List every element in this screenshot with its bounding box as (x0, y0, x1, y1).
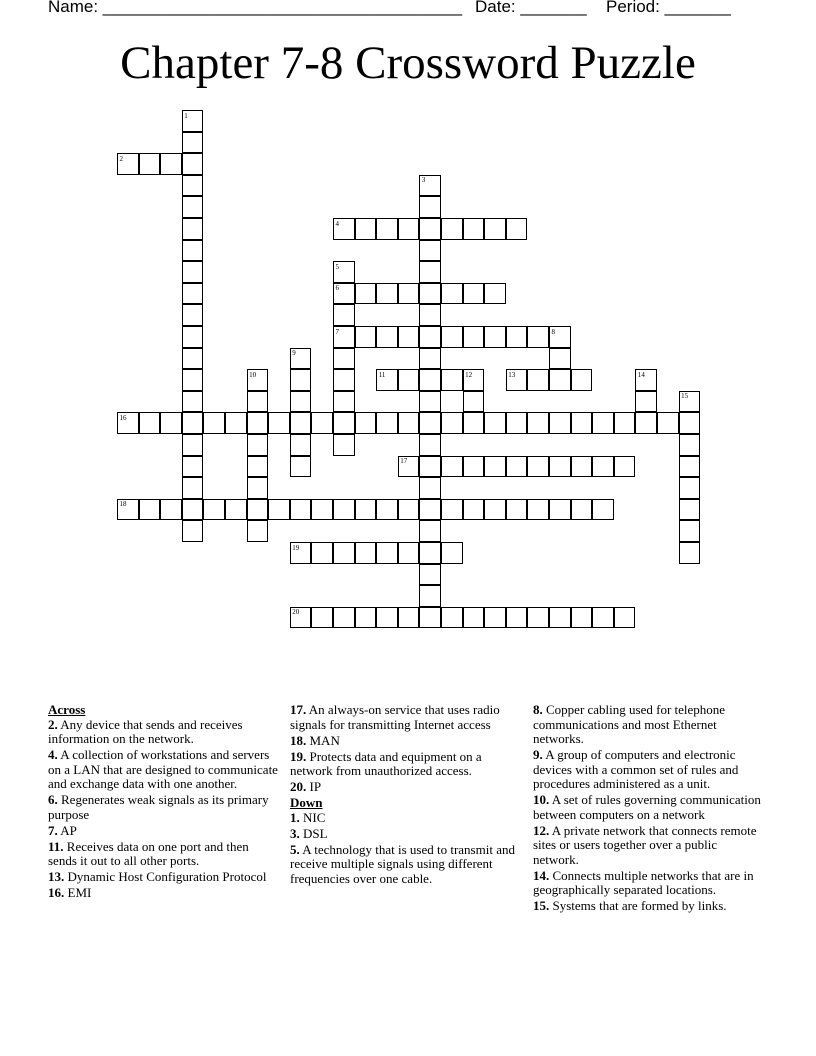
grid-cell-r18-c18[interactable] (506, 499, 528, 521)
clue-number-label: 7 (335, 327, 339, 336)
grid-cell-r18-c6[interactable] (247, 499, 269, 521)
clue-across-4: 4. A collection of workstations and servers on a LAN that are designed to communicate and exchange data with one another. (48, 747, 278, 791)
grid-cell-r20-c26[interactable] (679, 542, 701, 564)
clue-number-label: 6 (335, 284, 339, 293)
grid-cell-r20-c8[interactable] (290, 542, 312, 564)
clue-across-2: 2. Any device that sends and receives information on the network. (48, 716, 243, 746)
grid-cell-r18-c12[interactable] (376, 499, 398, 521)
clue-down-3: 3. DSL (290, 825, 328, 841)
grid-cell-r23-c20[interactable] (549, 607, 571, 629)
grid-cell-r18-c4[interactable] (203, 499, 225, 521)
across-heading: Across (48, 702, 86, 717)
student-info-header (48, 0, 768, 21)
grid-cell-r14-c1[interactable] (139, 412, 161, 434)
clue-down-9: 9. A group of computers and electronic devices with a common set of rules and procedures administered as a unit. (533, 747, 739, 791)
grid-cell-r12-c20[interactable] (549, 369, 571, 391)
grid-cell-r19-c14[interactable] (419, 520, 441, 542)
grid-cell-r14-c16[interactable] (463, 412, 485, 434)
grid-cell-r23-c22[interactable] (592, 607, 614, 629)
grid-cell-r18-c11[interactable] (355, 499, 377, 521)
grid-cell-r19-c26[interactable] (679, 520, 701, 542)
clues-column-2 (290, 703, 522, 888)
grid-cell-r16-c13[interactable] (398, 456, 420, 478)
grid-cell-r23-c12[interactable] (376, 607, 398, 629)
grid-cell-r20-c13[interactable] (398, 542, 420, 564)
grid-cell-r15-c3[interactable] (182, 434, 204, 456)
grid-cell-r14-c5[interactable] (225, 412, 247, 434)
grid-cell-r10-c16[interactable] (463, 326, 485, 348)
grid-cell-r18-c9[interactable] (311, 499, 333, 521)
grid-cell-r9-c10[interactable] (333, 304, 355, 326)
clue-number-label: 1 (184, 111, 188, 120)
grid-cell-r18-c1[interactable] (139, 499, 161, 521)
grid-cell-r13-c26[interactable] (679, 391, 701, 413)
clue-down-15: 15. Systems that are formed by links. (533, 898, 727, 913)
grid-cell-r18-c8[interactable] (290, 499, 312, 521)
grid-cell-r16-c23[interactable] (614, 456, 636, 478)
clue-number-label: 11 (378, 370, 386, 379)
grid-cell-r11-c10[interactable] (333, 348, 355, 370)
grid-cell-r14-c8[interactable] (290, 412, 312, 434)
grid-cell-r16-c26[interactable] (679, 456, 701, 478)
grid-cell-r14-c9[interactable] (311, 412, 333, 434)
grid-cell-r14-c6[interactable] (247, 412, 269, 434)
grid-cell-r15-c8[interactable] (290, 434, 312, 456)
grid-cell-r14-c21[interactable] (571, 412, 593, 434)
grid-cell-r18-c17[interactable] (484, 499, 506, 521)
clue-number-label: 5 (335, 262, 339, 271)
grid-cell-r10-c12[interactable] (376, 326, 398, 348)
grid-cell-r0-c3[interactable] (182, 110, 204, 132)
grid-cell-r16-c8[interactable] (290, 456, 312, 478)
clue-down-5: 5. A technology that is used to transmit and receive multiple signals using different frequencies over one cable. (290, 841, 515, 886)
grid-cell-r5-c16[interactable] (463, 218, 485, 240)
grid-cell-r13-c10[interactable] (333, 391, 355, 413)
grid-cell-r3-c3[interactable] (182, 175, 204, 197)
grid-cell-r14-c25[interactable] (657, 412, 679, 434)
grid-cell-r2-c2[interactable] (160, 153, 182, 175)
clue-across-18: 18. MAN (290, 732, 340, 748)
grid-cell-r20-c15[interactable] (441, 542, 463, 564)
clue-number-label: 13 (508, 370, 516, 379)
grid-cell-r5-c10[interactable] (333, 218, 355, 240)
grid-cell-r8-c3[interactable] (182, 283, 204, 305)
grid-cell-r10-c18[interactable] (506, 326, 528, 348)
grid-cell-r23-c18[interactable] (506, 607, 528, 629)
grid-cell-r22-c14[interactable] (419, 585, 441, 607)
clue-number-label: 10 (249, 370, 257, 379)
grid-cell-r14-c26[interactable] (679, 412, 701, 434)
grid-cell-r11-c3[interactable] (182, 348, 204, 370)
grid-cell-r23-c9[interactable] (311, 607, 333, 629)
clue-number-label: 18 (119, 500, 127, 509)
grid-cell-r20-c11[interactable] (355, 542, 377, 564)
grid-cell-r14-c15[interactable] (441, 412, 463, 434)
grid-cell-r10-c19[interactable] (527, 326, 549, 348)
grid-cell-r5-c3[interactable] (182, 218, 204, 240)
clue-down-14: 14. Connects multiple networks that are in geographically separated locations. (533, 867, 754, 897)
grid-cell-r14-c10[interactable] (333, 412, 355, 434)
grid-cell-r15-c10[interactable] (333, 434, 355, 456)
grid-cell-r23-c15[interactable] (441, 607, 463, 629)
grid-cell-r4-c3[interactable] (182, 196, 204, 218)
grid-cell-r14-c11[interactable] (355, 412, 377, 434)
grid-cell-r8-c15[interactable] (441, 283, 463, 305)
clue-number-label: 14 (637, 370, 645, 379)
grid-cell-r14-c18[interactable] (506, 412, 528, 434)
grid-cell-r12-c14[interactable] (419, 369, 441, 391)
grid-cell-r11-c14[interactable] (419, 348, 441, 370)
grid-cell-r5-c14[interactable] (419, 218, 441, 240)
grid-cell-r16-c20[interactable] (549, 456, 571, 478)
grid-cell-r19-c3[interactable] (182, 520, 204, 542)
grid-cell-r9-c14[interactable] (419, 304, 441, 326)
grid-cell-r13-c3[interactable] (182, 391, 204, 413)
clues-column-1 (48, 703, 280, 902)
grid-cell-r13-c14[interactable] (419, 391, 441, 413)
name-field[interactable]: Name: ______________________________________ (48, 0, 463, 16)
grid-cell-r5-c15[interactable] (441, 218, 463, 240)
grid-cell-r12-c15[interactable] (441, 369, 463, 391)
grid-cell-r12-c10[interactable] (333, 369, 355, 391)
grid-cell-r12-c19[interactable] (527, 369, 549, 391)
grid-cell-r15-c14[interactable] (419, 434, 441, 456)
clue-across-20: 20. IP (290, 779, 322, 794)
grid-cell-r13-c6[interactable] (247, 391, 269, 413)
grid-cell-r10-c14[interactable] (419, 326, 441, 348)
grid-cell-r8-c17[interactable] (484, 283, 506, 305)
clue-down-10: 10. A set of rules governing communication between computers on a network (533, 792, 761, 822)
grid-cell-r7-c3[interactable] (182, 261, 204, 283)
clue-down-1: 1. NIC (290, 809, 326, 825)
grid-cell-r10-c17[interactable] (484, 326, 506, 348)
grid-cell-r20-c14[interactable] (419, 542, 441, 564)
grid-cell-r8-c11[interactable] (355, 283, 377, 305)
grid-cell-r4-c14[interactable] (419, 196, 441, 218)
grid-cell-r23-c13[interactable] (398, 607, 420, 629)
grid-cell-r23-c10[interactable] (333, 607, 355, 629)
grid-cell-r10-c10[interactable] (333, 326, 355, 348)
grid-cell-r23-c8[interactable] (290, 607, 312, 629)
grid-cell-r23-c17[interactable] (484, 607, 506, 629)
grid-cell-r16-c18[interactable] (506, 456, 528, 478)
clue-number-label: 19 (292, 543, 300, 552)
grid-cell-r1-c3[interactable] (182, 132, 204, 154)
grid-cell-r17-c6[interactable] (247, 477, 269, 499)
grid-cell-r13-c16[interactable] (463, 391, 485, 413)
clue-across-16: 16. EMI (48, 885, 92, 900)
clue-number-label: 4 (335, 219, 339, 228)
grid-cell-r11-c8[interactable] (290, 348, 312, 370)
clue-number-label: 8 (551, 327, 555, 336)
grid-cell-r5-c12[interactable] (376, 218, 398, 240)
grid-cell-r10-c15[interactable] (441, 326, 463, 348)
grid-cell-r10-c11[interactable] (355, 326, 377, 348)
grid-cell-r6-c14[interactable] (419, 240, 441, 262)
grid-cell-r18-c0[interactable] (117, 499, 139, 521)
grid-cell-r8-c13[interactable] (398, 283, 420, 305)
grid-cell-r18-c22[interactable] (592, 499, 614, 521)
grid-cell-r18-c7[interactable] (268, 499, 290, 521)
clue-across-17: 17. An always-on service that uses radio signals for transmitting Internet access (290, 702, 500, 732)
period-field[interactable]: Period: _______ (606, 0, 731, 16)
grid-cell-r16-c17[interactable] (484, 456, 506, 478)
grid-cell-r14-c14[interactable] (419, 412, 441, 434)
grid-cell-r15-c6[interactable] (247, 434, 269, 456)
clues-column-3 (533, 703, 765, 915)
grid-cell-r17-c26[interactable] (679, 477, 701, 499)
grid-cell-r16-c19[interactable] (527, 456, 549, 478)
grid-cell-r13-c24[interactable] (635, 391, 657, 413)
grid-cell-r18-c19[interactable] (527, 499, 549, 521)
grid-cell-r18-c14[interactable] (419, 499, 441, 521)
grid-cell-r18-c5[interactable] (225, 499, 247, 521)
grid-cell-r14-c12[interactable] (376, 412, 398, 434)
grid-cell-r5-c17[interactable] (484, 218, 506, 240)
grid-cell-r14-c23[interactable] (614, 412, 636, 434)
grid-cell-r14-c4[interactable] (203, 412, 225, 434)
grid-cell-r18-c15[interactable] (441, 499, 463, 521)
grid-cell-r23-c23[interactable] (614, 607, 636, 629)
grid-cell-r7-c14[interactable] (419, 261, 441, 283)
clue-down-8: 8. Copper cabling used for telephone communications and most Ethernet networks. (533, 702, 726, 746)
grid-cell-r10-c20[interactable] (549, 326, 571, 348)
grid-cell-r17-c14[interactable] (419, 477, 441, 499)
grid-cell-r14-c7[interactable] (268, 412, 290, 434)
grid-cell-r14-c24[interactable] (635, 412, 657, 434)
grid-cell-r12-c16[interactable] (463, 369, 485, 391)
grid-cell-r12-c24[interactable] (635, 369, 657, 391)
grid-cell-r20-c10[interactable] (333, 542, 355, 564)
grid-cell-r16-c16[interactable] (463, 456, 485, 478)
grid-cell-r14-c17[interactable] (484, 412, 506, 434)
grid-cell-r21-c14[interactable] (419, 564, 441, 586)
grid-cell-r18-c16[interactable] (463, 499, 485, 521)
grid-cell-r15-c26[interactable] (679, 434, 701, 456)
grid-cell-r11-c20[interactable] (549, 348, 571, 370)
grid-cell-r18-c10[interactable] (333, 499, 355, 521)
grid-cell-r20-c9[interactable] (311, 542, 333, 564)
grid-cell-r8-c16[interactable] (463, 283, 485, 305)
grid-cell-r18-c3[interactable] (182, 499, 204, 521)
grid-cell-r16-c22[interactable] (592, 456, 614, 478)
grid-cell-r23-c16[interactable] (463, 607, 485, 629)
grid-cell-r18-c13[interactable] (398, 499, 420, 521)
grid-cell-r18-c21[interactable] (571, 499, 593, 521)
grid-cell-r5-c11[interactable] (355, 218, 377, 240)
grid-cell-r5-c13[interactable] (398, 218, 420, 240)
clue-number-label: 15 (681, 392, 689, 401)
grid-cell-r14-c20[interactable] (549, 412, 571, 434)
grid-cell-r12-c21[interactable] (571, 369, 593, 391)
clue-number-label: 16 (119, 413, 127, 422)
grid-cell-r12-c13[interactable] (398, 369, 420, 391)
grid-cell-r10-c3[interactable] (182, 326, 204, 348)
grid-cell-r7-c10[interactable] (333, 261, 355, 283)
grid-cell-r14-c3[interactable] (182, 412, 204, 434)
grid-cell-r9-c3[interactable] (182, 304, 204, 326)
grid-cell-r17-c3[interactable] (182, 477, 204, 499)
grid-cell-r2-c1[interactable] (139, 153, 161, 175)
date-field[interactable]: Date: _______ (475, 0, 587, 16)
grid-cell-r23-c21[interactable] (571, 607, 593, 629)
grid-cell-r23-c14[interactable] (419, 607, 441, 629)
grid-cell-r18-c2[interactable] (160, 499, 182, 521)
clue-across-13: 13. Dynamic Host Configuration Protocol (48, 869, 267, 884)
grid-cell-r8-c10[interactable] (333, 283, 355, 305)
grid-cell-r20-c12[interactable] (376, 542, 398, 564)
grid-cell-r12-c12[interactable] (376, 369, 398, 391)
clue-number-label: 2 (119, 154, 123, 163)
grid-cell-r12-c18[interactable] (506, 369, 528, 391)
clue-number-label: 12 (465, 370, 473, 379)
grid-cell-r2-c3[interactable] (182, 153, 204, 175)
grid-cell-r14-c22[interactable] (592, 412, 614, 434)
grid-cell-r18-c20[interactable] (549, 499, 571, 521)
grid-cell-r6-c3[interactable] (182, 240, 204, 262)
grid-cell-r8-c14[interactable] (419, 283, 441, 305)
grid-cell-r12-c8[interactable] (290, 369, 312, 391)
clue-number-label: 9 (292, 349, 296, 358)
grid-cell-r13-c8[interactable] (290, 391, 312, 413)
grid-cell-r14-c0[interactable] (117, 412, 139, 434)
grid-cell-r16-c15[interactable] (441, 456, 463, 478)
grid-cell-r3-c14[interactable] (419, 175, 441, 197)
clue-across-7: 7. AP (48, 822, 77, 838)
grid-cell-r19-c6[interactable] (247, 520, 269, 542)
grid-cell-r14-c13[interactable] (398, 412, 420, 434)
down-heading: Down (290, 795, 323, 810)
grid-cell-r23-c11[interactable] (355, 607, 377, 629)
grid-cell-r16-c14[interactable] (419, 456, 441, 478)
grid-cell-r10-c13[interactable] (398, 326, 420, 348)
grid-cell-r2-c0[interactable] (117, 153, 139, 175)
clue-across-6: 6. Regenerates weak signals as its primary purpose (48, 792, 269, 822)
grid-cell-r23-c19[interactable] (527, 607, 549, 629)
grid-cell-r16-c21[interactable] (571, 456, 593, 478)
clue-number-label: 17 (400, 457, 408, 466)
page-title: Chapter 7-8 Crossword Puzzle (120, 37, 696, 89)
clue-number-label: 3 (421, 176, 426, 185)
clue-down-12: 12. A private network that connects remote sites or users together over a public network. (533, 822, 757, 867)
clue-number-label: 20 (292, 608, 300, 617)
grid-cell-r18-c26[interactable] (679, 499, 701, 521)
grid-cell-r5-c18[interactable] (506, 218, 528, 240)
grid-cell-r12-c3[interactable] (182, 369, 204, 391)
grid-cell-r16-c3[interactable] (182, 456, 204, 478)
grid-cell-r14-c2[interactable] (160, 412, 182, 434)
grid-cell-r14-c19[interactable] (527, 412, 549, 434)
grid-cell-r16-c6[interactable] (247, 456, 269, 478)
clue-across-11: 11. Receives data on one port and then sends it out to all other ports. (48, 838, 249, 868)
grid-cell-r12-c6[interactable] (247, 369, 269, 391)
clue-across-19: 19. Protects data and equipment on a network from unauthorized access. (290, 748, 482, 778)
grid-cell-r8-c12[interactable] (376, 283, 398, 305)
